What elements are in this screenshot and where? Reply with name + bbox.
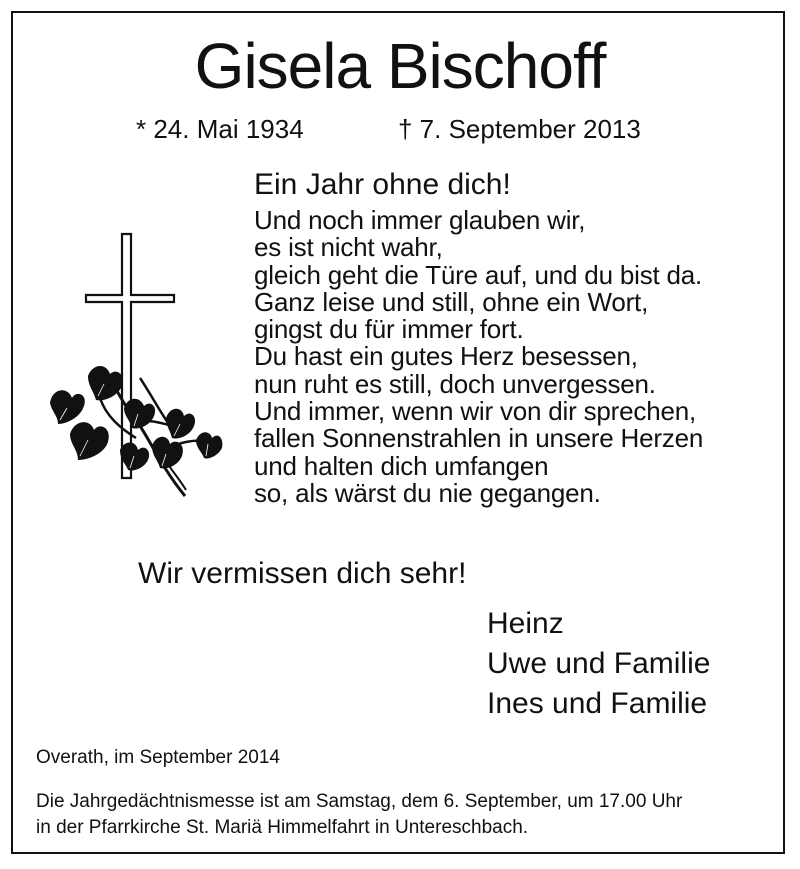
poem-line: Und immer, wenn wir von dir sprechen, — [254, 396, 697, 427]
poem-line: gleich geht die Türe auf, und du bist da. — [254, 259, 703, 290]
death-date: † 7. September 2013 — [398, 114, 641, 144]
poem-line: Und noch immer glauben wir, — [254, 205, 586, 235]
cross-with-ivy-icon — [40, 228, 230, 508]
deceased-name: Gisela Bischoff — [194, 30, 606, 102]
poem-line: Du hast ein gutes Herz besessen, — [254, 341, 638, 372]
birth-date: * 24. Mai 1934 — [136, 114, 304, 144]
poem-line: so, als wärst du nie gegangen. — [254, 477, 601, 508]
closing-line: Wir vermissen dich sehr! — [138, 557, 467, 590]
notice-line: in der Pfarrkirche St. Mariä Himmelfahrt in Untereschbach. — [36, 817, 529, 838]
signer: Heinz — [487, 607, 564, 640]
poem-title: Ein Jahr ohne dich! — [254, 168, 511, 201]
poem-line: Ganz leise und still, ohne ein Wort, — [254, 286, 649, 317]
poem-line: nun ruht es still, doch unvergessen. — [254, 368, 656, 399]
signer: Uwe und Familie — [487, 647, 711, 680]
poem-line: und halten dich umfangen — [254, 450, 549, 481]
poem-text — [254, 207, 703, 507]
memorial-mass-notice — [36, 789, 682, 841]
notice-line: Die Jahrgedächtnismesse ist am Samstag, dem 6. September, um 17.00 Uhr — [36, 791, 683, 812]
poem-line: es ist nicht wahr, — [254, 232, 443, 263]
poem-line: gingst du für immer fort. — [254, 314, 524, 345]
place-date: Overath, im September 2014 — [36, 747, 280, 768]
signer: Ines und Familie — [487, 687, 708, 720]
poem-line: fallen Sonnenstrahlen in unsere Herzen — [254, 423, 704, 454]
signers-list — [487, 604, 710, 724]
